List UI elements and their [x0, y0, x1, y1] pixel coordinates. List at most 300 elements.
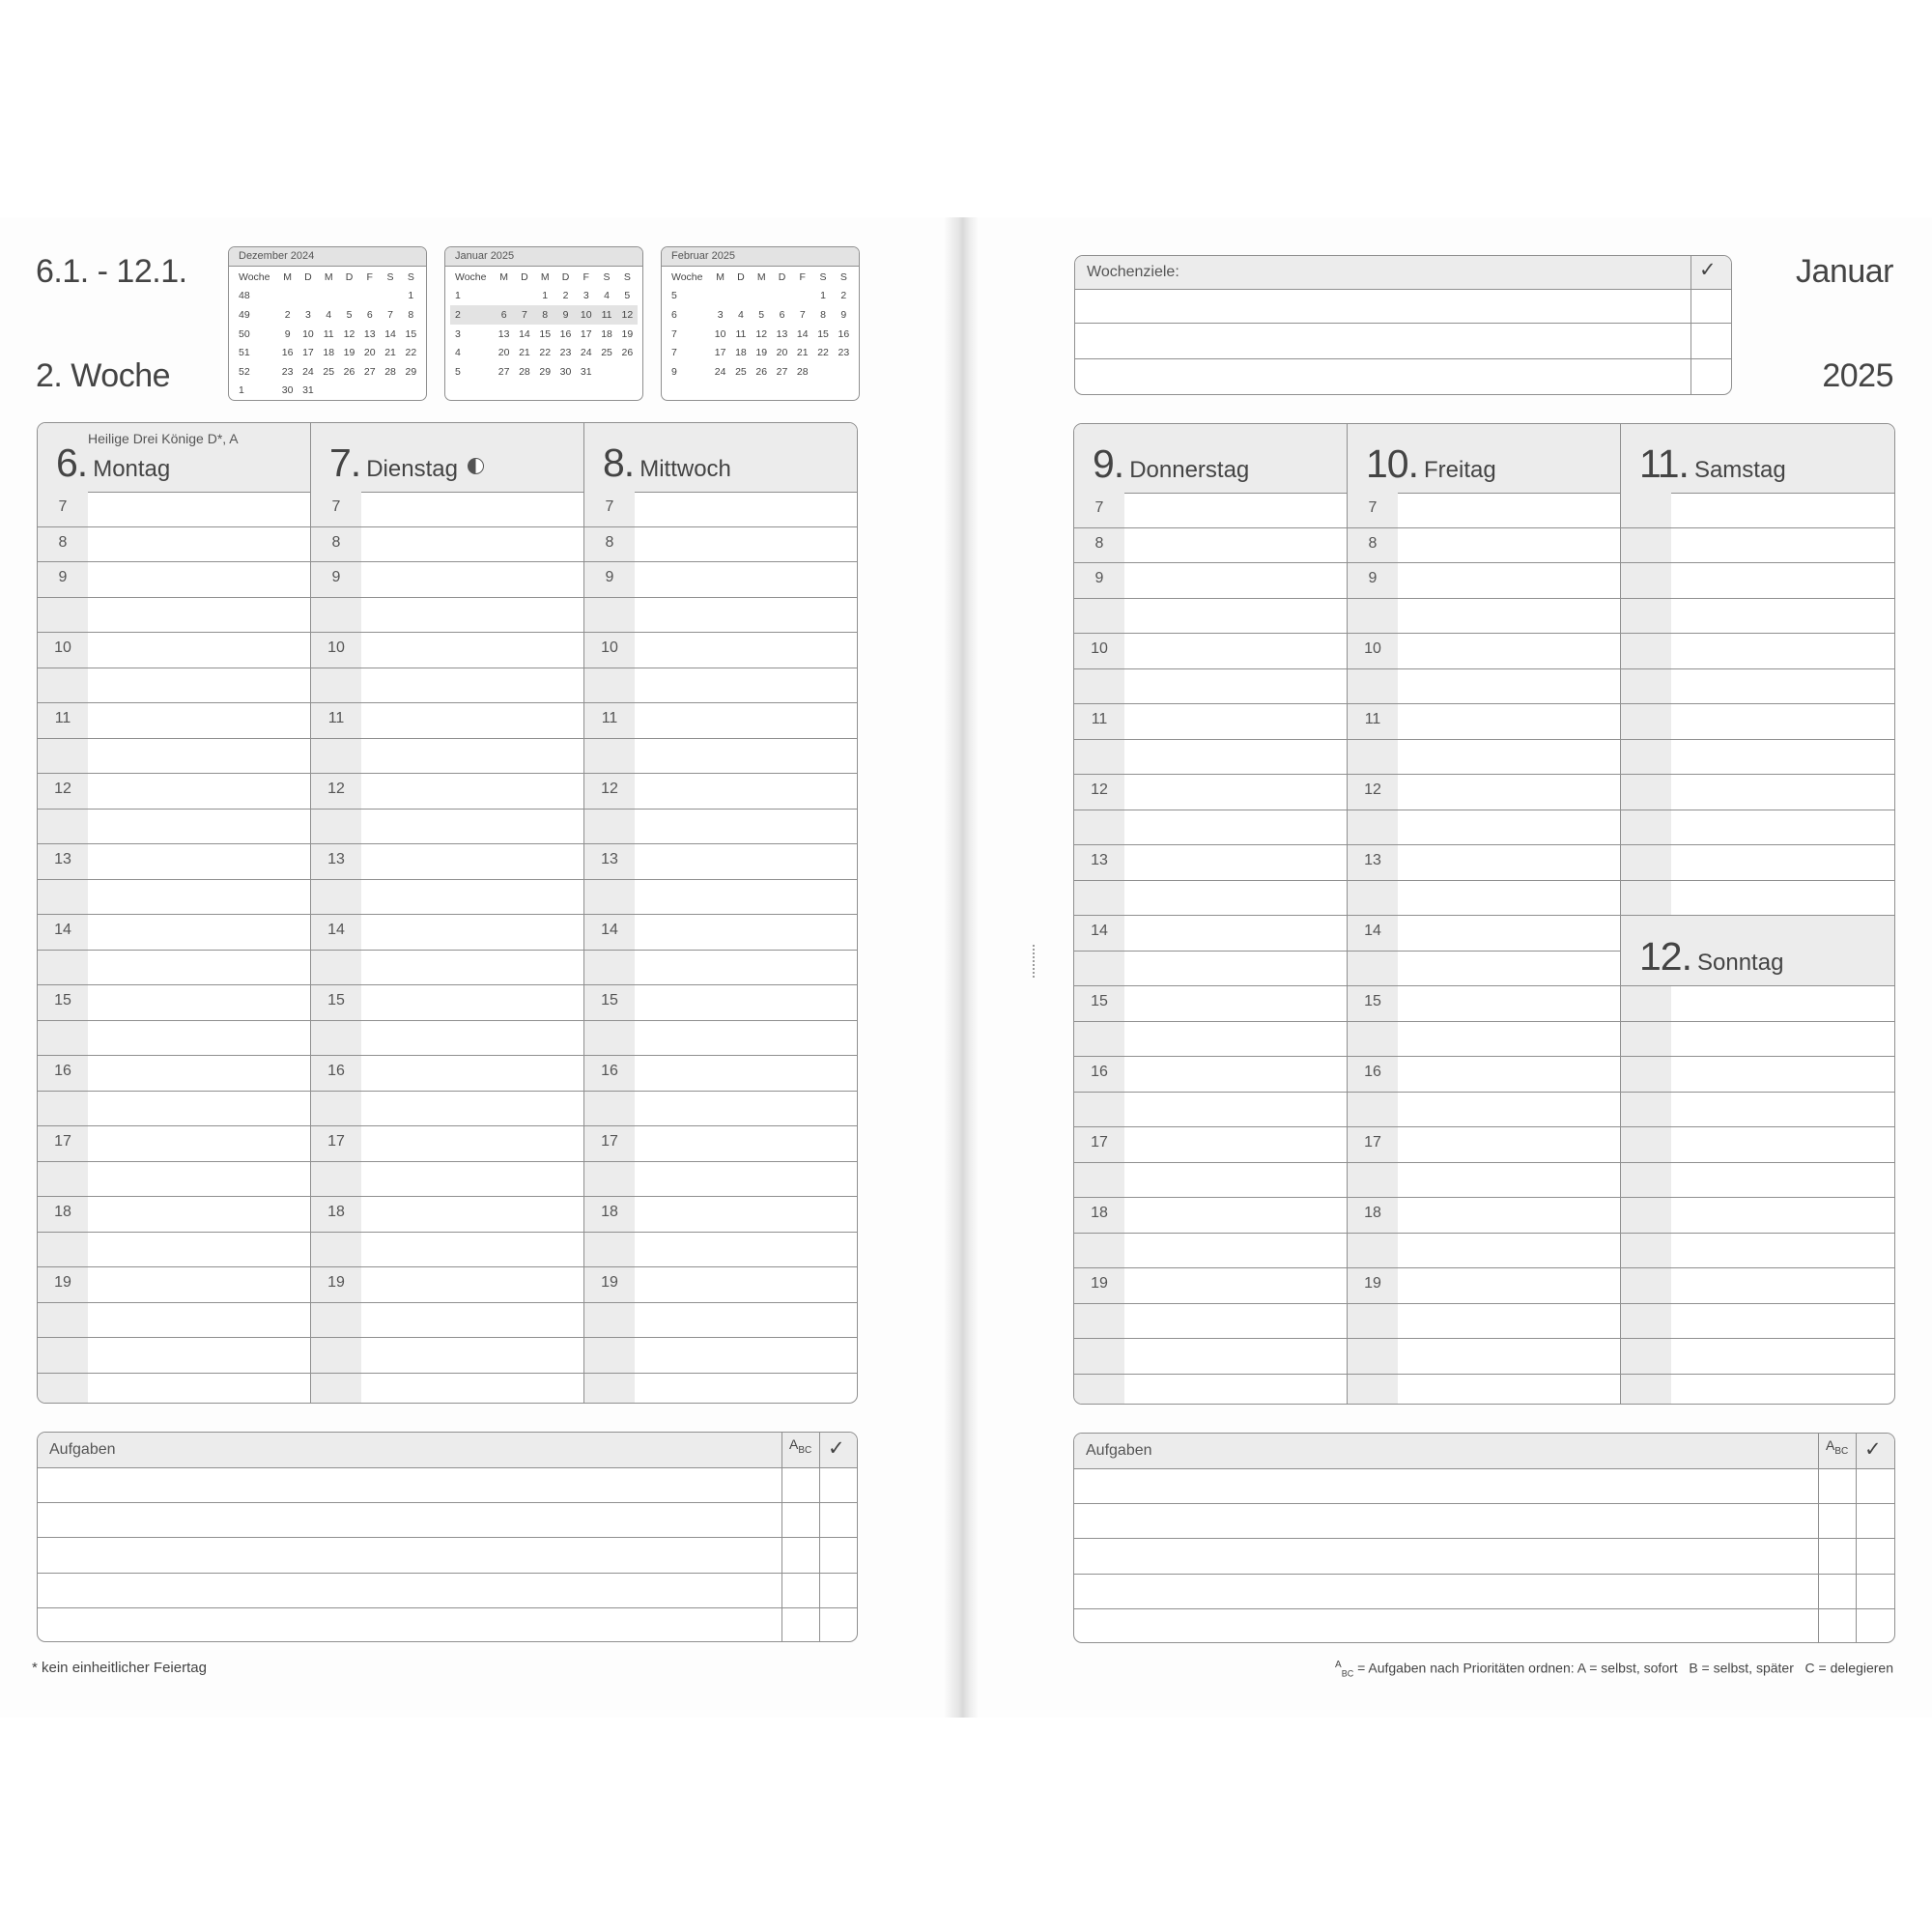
hour-label: 13 — [601, 851, 618, 867]
hour-slot[interactable] — [1348, 528, 1620, 564]
day-cell: 2 — [840, 290, 847, 302]
day-header — [1621, 424, 1894, 494]
hour-slot[interactable] — [584, 492, 857, 527]
hour-slot[interactable] — [1348, 740, 1620, 776]
hour-slot[interactable] — [1348, 1127, 1620, 1163]
day-column-wednesday — [584, 423, 857, 1403]
day-column-thursday — [1074, 424, 1348, 1404]
day-cell: 4 — [738, 308, 744, 321]
hour-label: 10 — [1091, 640, 1108, 657]
hour-slot[interactable] — [1074, 1234, 1347, 1269]
hour-slot[interactable] — [1074, 1022, 1347, 1058]
task-row[interactable] — [1074, 1575, 1894, 1610]
hour-slot[interactable] — [1621, 1093, 1894, 1128]
hour-slot[interactable] — [38, 1162, 310, 1198]
hour-slot[interactable] — [1621, 1339, 1894, 1375]
left-day-grid — [37, 422, 858, 1404]
hour-label: 18 — [327, 1204, 345, 1220]
hour-slot[interactable] — [1074, 528, 1347, 564]
day-cell: 21 — [519, 347, 530, 359]
hour-slot[interactable] — [1621, 1234, 1894, 1269]
task-row[interactable] — [1074, 1468, 1894, 1504]
day-cell: S — [623, 270, 631, 283]
hour-slot[interactable] — [1621, 1375, 1894, 1406]
hour-slot[interactable] — [38, 774, 310, 810]
goal-row[interactable] — [1075, 325, 1731, 359]
hour-slot[interactable] — [584, 668, 857, 704]
day-cell: F — [582, 270, 589, 283]
hour-label: 18 — [601, 1204, 618, 1220]
check-column-divider — [819, 1433, 820, 1641]
hour-slot[interactable] — [584, 951, 857, 986]
day-cell: 12 — [755, 327, 768, 340]
hour-slot[interactable] — [38, 1126, 310, 1162]
hour-label: 7 — [331, 498, 341, 515]
day-cell — [319, 287, 339, 306]
hour-slot[interactable] — [1074, 1198, 1347, 1234]
hour-slot[interactable] — [311, 1092, 583, 1127]
hour-slot[interactable] — [1074, 563, 1347, 599]
hour-slot[interactable] — [38, 492, 310, 527]
hour-slot[interactable] — [1074, 1339, 1347, 1375]
hour-slot[interactable] — [584, 1338, 857, 1374]
week-number: 7 — [671, 327, 677, 340]
hour-slot[interactable] — [584, 633, 857, 668]
day-cell: 7 — [387, 308, 393, 321]
hour-slot[interactable] — [38, 739, 310, 775]
hour-label: 19 — [1364, 1275, 1381, 1292]
day-cell: 19 — [621, 327, 634, 340]
mini-calendar-row — [450, 305, 638, 325]
day-cell: 23 — [559, 347, 572, 359]
day-cell: F — [799, 270, 806, 283]
hour-slot[interactable] — [584, 915, 857, 951]
day-cell: M — [499, 270, 509, 283]
hour-label: 16 — [1364, 1064, 1381, 1080]
hour-slot[interactable] — [584, 985, 857, 1021]
hour-slot[interactable] — [1074, 634, 1347, 669]
hour-slot[interactable] — [1348, 1234, 1620, 1269]
check-icon: ✓ — [1699, 259, 1717, 281]
hour-slot[interactable] — [311, 1021, 583, 1057]
hour-slot[interactable] — [584, 1233, 857, 1268]
hour-slot[interactable] — [38, 810, 310, 845]
hour-slot[interactable] — [1074, 1268, 1347, 1304]
hour-slot[interactable] — [1074, 669, 1347, 705]
task-row[interactable] — [38, 1574, 857, 1609]
hour-slot[interactable] — [38, 1338, 310, 1374]
day-cell: 26 — [755, 365, 768, 378]
hour-slot[interactable] — [1621, 1022, 1894, 1058]
hour-slot[interactable] — [311, 1374, 583, 1405]
hour-slot[interactable] — [1348, 810, 1620, 846]
hour-slot[interactable] — [1074, 775, 1347, 810]
day-cell: 5 — [624, 290, 631, 302]
week-label: 2. Woche — [36, 357, 171, 394]
day-cell: M — [540, 270, 550, 283]
day-cell: 15 — [405, 327, 417, 340]
hour-slot[interactable] — [38, 880, 310, 916]
task-row[interactable] — [1074, 1539, 1894, 1575]
day-cell: 11 — [735, 327, 747, 340]
hour-label: 14 — [1364, 923, 1381, 939]
hour-slot[interactable] — [1348, 1163, 1620, 1199]
hour-slot[interactable] — [38, 951, 310, 986]
hour-slot[interactable] — [1348, 1339, 1620, 1375]
hour-slot[interactable] — [38, 1233, 310, 1268]
week-number: 52 — [239, 365, 250, 378]
task-row[interactable] — [38, 1538, 857, 1574]
day-cell: 15 — [817, 327, 829, 340]
hour-slot[interactable] — [1074, 599, 1347, 635]
hour-slot[interactable] — [1074, 881, 1347, 917]
hour-slot[interactable] — [584, 1092, 857, 1127]
goal-row[interactable] — [1075, 289, 1731, 324]
day-cell — [514, 287, 534, 306]
day-cell: 20 — [363, 347, 376, 359]
hour-slot[interactable] — [1074, 1093, 1347, 1128]
hour-label: 17 — [1364, 1134, 1381, 1151]
hour-slot[interactable] — [584, 1197, 857, 1233]
day-cell: 5 — [758, 308, 765, 321]
hour-slot[interactable] — [38, 633, 310, 668]
day-cell: 18 — [601, 327, 612, 340]
hour-label: 7 — [1094, 499, 1104, 516]
day-name: Mittwoch — [639, 456, 731, 482]
day-cell: D — [345, 270, 354, 283]
task-row[interactable] — [1074, 1504, 1894, 1540]
day-cell: 4 — [326, 308, 332, 321]
hour-slot[interactable] — [1074, 1375, 1347, 1406]
hour-label: 16 — [327, 1063, 345, 1079]
hour-slot[interactable] — [311, 527, 583, 563]
hour-label: 14 — [54, 922, 71, 938]
day-cell: 21 — [796, 347, 809, 359]
day-column-friday — [1348, 424, 1621, 1404]
hour-label: 11 — [1364, 711, 1381, 727]
day-cell — [834, 362, 854, 382]
hour-slot[interactable] — [1348, 845, 1620, 881]
day-cell — [380, 287, 400, 306]
day-num: 10. — [1366, 441, 1418, 486]
hour-slot[interactable] — [1074, 1057, 1347, 1093]
hour-slot[interactable] — [584, 844, 857, 880]
day-cell: 22 — [539, 347, 552, 359]
day-cell: 7 — [799, 308, 806, 321]
mini-calendar-row — [667, 305, 854, 325]
hour-slot[interactable] — [584, 598, 857, 634]
hour-slot[interactable] — [38, 668, 310, 704]
hour-label: 8 — [605, 533, 614, 551]
hour-slot[interactable] — [1348, 1375, 1620, 1406]
hour-label: 7 — [605, 498, 614, 515]
task-row[interactable] — [38, 1608, 857, 1642]
day-cell: 10 — [714, 327, 726, 340]
hour-slot[interactable] — [38, 1303, 310, 1339]
day-cell: S — [839, 270, 847, 283]
day-cell — [710, 287, 730, 306]
day-cell: 16 — [559, 327, 572, 340]
year-label: 2025 — [1822, 357, 1893, 394]
hour-label: 12 — [1364, 781, 1381, 798]
hour-slot[interactable] — [311, 739, 583, 775]
hour-slot[interactable] — [1621, 528, 1894, 564]
hour-label: 9 — [1368, 570, 1378, 586]
hour-slot[interactable] — [38, 1021, 310, 1057]
mini-calendar-row — [667, 343, 854, 362]
mini-calendar-february — [661, 246, 860, 401]
hour-slot[interactable] — [1348, 952, 1620, 987]
hour-slot[interactable] — [584, 1021, 857, 1057]
hour-label: 15 — [327, 992, 345, 1009]
hour-slot[interactable] — [311, 1267, 583, 1303]
hour-slot[interactable] — [1621, 669, 1894, 705]
hour-slot[interactable] — [1621, 775, 1894, 810]
hour-slot[interactable] — [311, 492, 583, 527]
hour-slot[interactable] — [1621, 704, 1894, 740]
hour-slot[interactable] — [1074, 1163, 1347, 1199]
hour-slot[interactable] — [1348, 1268, 1620, 1304]
mini-calendar-row — [234, 343, 421, 362]
day-cell — [617, 362, 638, 382]
hour-slot[interactable] — [1348, 1093, 1620, 1128]
hour-slot[interactable] — [1074, 740, 1347, 776]
day-num: 11. — [1639, 441, 1689, 486]
hour-slot[interactable] — [311, 1338, 583, 1374]
hour-slot[interactable] — [1348, 669, 1620, 705]
hour-slot[interactable] — [584, 739, 857, 775]
hour-slot[interactable] — [1348, 493, 1620, 528]
hour-slot[interactable] — [584, 1126, 857, 1162]
day-name: Montag — [93, 456, 171, 482]
hour-slot[interactable] — [584, 774, 857, 810]
mini-calendar-row — [234, 362, 421, 382]
tasks-header — [38, 1433, 857, 1468]
hour-slot[interactable] — [1074, 952, 1347, 987]
hour-slot[interactable] — [1621, 1127, 1894, 1163]
hour-slot[interactable] — [38, 1056, 310, 1092]
task-row[interactable] — [38, 1467, 857, 1503]
hour-slot[interactable] — [38, 915, 310, 951]
hour-slot[interactable] — [311, 1126, 583, 1162]
day-cell — [752, 287, 772, 306]
hour-label: 15 — [1364, 993, 1381, 1009]
mini-calendar-table — [450, 268, 638, 382]
hour-slot[interactable] — [1074, 1304, 1347, 1340]
hour-slot[interactable] — [1621, 563, 1894, 599]
hour-slot[interactable] — [584, 880, 857, 916]
hour-slot[interactable] — [1621, 634, 1894, 669]
hour-slot[interactable] — [38, 703, 310, 739]
hour-slot[interactable] — [311, 810, 583, 845]
hour-label: 17 — [1091, 1134, 1108, 1151]
hour-slot[interactable] — [311, 633, 583, 668]
hour-slot[interactable] — [1348, 704, 1620, 740]
hour-slot[interactable] — [584, 562, 857, 598]
hour-label: 11 — [54, 710, 71, 726]
hour-slot[interactable] — [311, 915, 583, 951]
day-cell: 25 — [735, 365, 747, 378]
priority-footnote — [1335, 1660, 1893, 1678]
day-cell — [359, 382, 380, 401]
hour-slot[interactable] — [584, 810, 857, 845]
hour-slot[interactable] — [38, 598, 310, 634]
hour-slot[interactable] — [311, 1197, 583, 1233]
hour-slot[interactable] — [1621, 599, 1894, 635]
hour-slot[interactable] — [311, 951, 583, 986]
priority-column-divider — [781, 1433, 782, 1641]
day-cell: 3 — [717, 308, 724, 321]
abc-a: A — [789, 1436, 799, 1452]
day-cell — [401, 382, 421, 401]
hour-label: 8 — [1368, 534, 1378, 552]
day-cell: 1 — [408, 290, 414, 302]
day-cell: 10 — [302, 327, 314, 340]
hour-slot[interactable] — [1074, 810, 1347, 846]
tasks-label: Aufgaben — [49, 1441, 116, 1458]
hour-slot[interactable] — [311, 985, 583, 1021]
day-cell: 25 — [323, 365, 335, 378]
day-cell: 25 — [601, 347, 612, 359]
goal-row[interactable] — [1075, 359, 1731, 394]
abc-b: B — [798, 1444, 806, 1456]
hour-slot[interactable] — [584, 527, 857, 563]
mini-calendar-row — [667, 362, 854, 382]
hour-slot[interactable] — [38, 1197, 310, 1233]
hour-slot[interactable] — [311, 774, 583, 810]
hour-slot[interactable] — [38, 844, 310, 880]
day-cell — [494, 287, 514, 306]
hour-slot[interactable] — [584, 1374, 857, 1405]
hour-slot[interactable] — [38, 1374, 310, 1405]
hour-slot[interactable] — [311, 668, 583, 704]
hour-slot[interactable] — [1348, 634, 1620, 669]
hour-slots — [1348, 493, 1620, 1404]
mini-calendar-row — [667, 268, 854, 287]
hour-slot[interactable] — [311, 1162, 583, 1198]
hour-slot[interactable] — [1348, 1304, 1620, 1340]
mini-calendar-row — [667, 325, 854, 344]
day-cell: 14 — [519, 327, 530, 340]
day-cell: 8 — [408, 308, 414, 321]
hour-slot[interactable] — [311, 880, 583, 916]
hour-slot[interactable] — [1348, 881, 1620, 917]
task-row[interactable] — [1074, 1609, 1894, 1643]
day-cell: 30 — [281, 384, 294, 397]
hour-slot[interactable] — [1621, 1268, 1894, 1304]
hour-slot[interactable] — [311, 1303, 583, 1339]
hour-slot[interactable] — [1074, 845, 1347, 881]
hour-slot[interactable] — [38, 985, 310, 1021]
hour-slot[interactable] — [311, 1233, 583, 1268]
hour-slot[interactable] — [311, 703, 583, 739]
hour-slot[interactable] — [584, 1162, 857, 1198]
hour-slot[interactable] — [1348, 916, 1620, 952]
holiday-note: Heilige Drei Könige D*, A — [88, 431, 239, 446]
hour-slot[interactable] — [1621, 810, 1894, 846]
hour-label: 19 — [601, 1274, 618, 1291]
day-cell: S — [819, 270, 827, 283]
day-cell: 13 — [363, 327, 376, 340]
hour-slot[interactable] — [584, 1267, 857, 1303]
hour-slot[interactable] — [1074, 1127, 1347, 1163]
hour-slot[interactable] — [1074, 986, 1347, 1022]
abc-c: C — [805, 1444, 812, 1456]
hour-slot[interactable] — [311, 562, 583, 598]
hour-slot[interactable] — [311, 598, 583, 634]
day-cell: M — [756, 270, 766, 283]
hour-slot[interactable] — [38, 1092, 310, 1127]
hour-slot[interactable] — [1621, 845, 1894, 881]
hour-label: 19 — [54, 1274, 71, 1291]
mini-calendar-table — [667, 268, 854, 382]
day-header — [311, 423, 583, 493]
task-row[interactable] — [38, 1503, 857, 1539]
hour-label: 12 — [54, 781, 71, 797]
hour-slot[interactable] — [311, 844, 583, 880]
holiday-footnote: * kein einheitlicher Feiertag — [32, 1660, 207, 1676]
hour-label: 17 — [327, 1133, 345, 1150]
hour-slot[interactable] — [1621, 493, 1894, 528]
hour-slot[interactable] — [584, 703, 857, 739]
month-label: Januar — [1796, 253, 1893, 290]
hour-slot[interactable] — [1348, 1057, 1620, 1093]
hour-slot[interactable] — [38, 1267, 310, 1303]
hour-slot[interactable] — [1348, 599, 1620, 635]
hour-slot[interactable] — [1074, 916, 1347, 952]
hour-label: 18 — [1364, 1205, 1381, 1221]
day-cell: 24 — [580, 347, 592, 359]
day-cell: 17 — [302, 347, 314, 359]
hour-slot[interactable] — [38, 562, 310, 598]
hour-slot[interactable] — [1621, 986, 1894, 1022]
day-number — [56, 440, 170, 486]
week-number: 3 — [455, 327, 461, 340]
day-cell: 5 — [346, 308, 353, 321]
mini-calendar-january — [444, 246, 643, 401]
hour-slot[interactable] — [1074, 704, 1347, 740]
hour-slot[interactable] — [1348, 1198, 1620, 1234]
hour-slot[interactable] — [1348, 986, 1620, 1022]
hour-slot[interactable] — [1621, 881, 1894, 917]
hour-slot[interactable] — [1348, 775, 1620, 810]
day-cell — [772, 287, 792, 306]
hour-slot[interactable] — [1621, 1057, 1894, 1093]
hour-slot[interactable] — [1621, 740, 1894, 776]
day-cell: D — [521, 270, 528, 283]
day-name: Donnerstag — [1129, 457, 1250, 483]
day-cell: 30 — [559, 365, 572, 378]
hour-slot[interactable] — [311, 1056, 583, 1092]
hour-slot[interactable] — [1074, 493, 1347, 528]
hour-label: 16 — [1091, 1064, 1108, 1080]
day-cell: S — [407, 270, 414, 283]
hour-slot[interactable] — [584, 1303, 857, 1339]
day-number — [603, 440, 731, 486]
hour-label: 10 — [1364, 640, 1381, 657]
hour-slot[interactable] — [1621, 1163, 1894, 1199]
hour-slot[interactable] — [1621, 1304, 1894, 1340]
day-name: Samstag — [1693, 457, 1786, 483]
hour-slot[interactable] — [584, 1056, 857, 1092]
hour-slot[interactable] — [1348, 563, 1620, 599]
hour-slot[interactable] — [1621, 1198, 1894, 1234]
hour-slot[interactable] — [38, 527, 310, 563]
hour-label: 8 — [58, 533, 68, 551]
week-number: 9 — [671, 365, 677, 378]
check-column-divider — [1856, 1434, 1857, 1642]
hour-slot[interactable] — [1348, 1022, 1620, 1058]
